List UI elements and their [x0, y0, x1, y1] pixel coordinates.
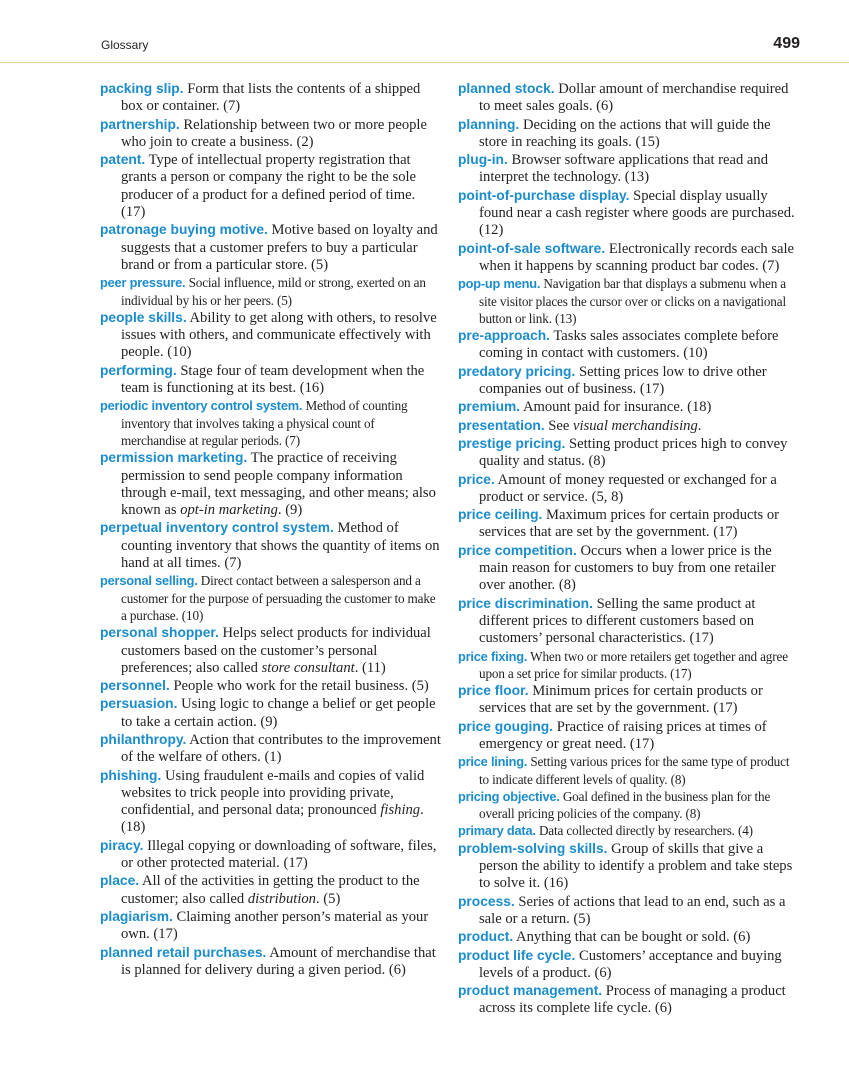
glossary-definition: Browser software applications that read and interpret the technology. (13): [479, 152, 768, 186]
glossary-entry: [100, 944, 442, 980]
glossary-term: predatory pricing.: [458, 363, 576, 379]
glossary-definition-tail: . (11): [354, 659, 386, 676]
glossary-definition-tail: . (18): [121, 802, 424, 836]
glossary-entry: [100, 908, 442, 944]
glossary-entry: [458, 682, 802, 718]
glossary-definition: Method of counting inventory that involves taking a physical count of merchandise at regular periods. (7): [121, 398, 408, 448]
glossary-definition: Series of actions that lead to an end, such as a sale or a return. (5): [479, 893, 786, 927]
glossary-definition: Using fraudulent e-mails and copies of valid websites to trick people into providing private, confidential, and personal data; pronounced: [121, 767, 425, 819]
glossary-term: personnel.: [100, 678, 170, 694]
glossary-definition: Social influence, mild or strong, exerted on an individual by his or her peers. (5): [121, 275, 426, 308]
glossary-definition-tail: . (5): [315, 890, 341, 907]
glossary-definition: Maximum prices for certain products or services that are set by the government. (17): [479, 507, 780, 541]
glossary-entry: [458, 417, 802, 435]
glossary-term: planning.: [458, 116, 520, 132]
glossary-term: pre-approach.: [458, 328, 550, 344]
glossary-entry: [458, 753, 802, 788]
glossary-term: price gouging.: [458, 718, 554, 734]
glossary-definition: See: [548, 417, 570, 434]
glossary-term: personal shopper.: [100, 625, 219, 641]
glossary-definition: Practice of raising prices at times of emergency or great need. (17): [479, 718, 767, 752]
glossary-entry: [458, 718, 802, 754]
glossary-entry: [458, 398, 802, 416]
glossary-definition: Stage four of team development when the team is functioning at its best. (16): [121, 362, 425, 397]
glossary-entry: [100, 572, 442, 624]
glossary-definition: Special display usually found near a cash register where goods are purchased. (12): [479, 187, 795, 239]
glossary-entry: [100, 449, 442, 519]
glossary-entry: [458, 151, 802, 187]
glossary-entry: [458, 363, 802, 399]
glossary-entry: [458, 187, 802, 240]
glossary-definition: Customers’ acceptance and buying levels of a product. (6): [479, 947, 782, 981]
glossary-term: patent.: [100, 152, 146, 168]
glossary-entry: [100, 362, 442, 398]
glossary-entry: [100, 116, 442, 152]
glossary-definition: Setting product prices high to convey quality and status. (8): [479, 435, 788, 470]
glossary-term: price discrimination.: [458, 595, 593, 611]
glossary-entry: [100, 80, 442, 116]
glossary-term: planned retail purchases.: [100, 944, 267, 960]
glossary-italic-term: store consultant: [261, 659, 355, 676]
glossary-definition: Action that contributes to the improvement of the welfare of others. (1): [121, 731, 441, 766]
glossary-entry: [458, 80, 802, 116]
glossary-entry: [100, 695, 442, 731]
glossary-definition: The practice of receiving permission to send people company information through e-mail, text messaging, and other means; also known as: [121, 450, 436, 519]
glossary-term: piracy.: [100, 837, 144, 853]
glossary-entry: [100, 837, 442, 873]
glossary-definition-tail: . (9): [277, 502, 303, 519]
glossary-entry: [100, 519, 442, 572]
glossary-entry: [100, 151, 442, 221]
glossary-definition: Type of intellectual property registration that grants a person or company the right to be the sole producer of a product for a defined period of time. (17): [121, 152, 417, 221]
glossary-entry: [100, 397, 442, 449]
glossary-definition: When two or more retailers get together and agree upon a set price for similar products. (17): [479, 648, 788, 681]
glossary-term: price ceiling.: [458, 507, 543, 523]
glossary-term: price floor.: [458, 683, 529, 699]
glossary-term: phishing.: [100, 767, 162, 783]
glossary-column-left: [100, 80, 442, 979]
glossary-definition: Setting prices low to drive other companies out of business. (17): [479, 363, 767, 398]
glossary-definition-tail: .: [697, 417, 702, 434]
glossary-term: periodic inventory control system.: [100, 398, 303, 414]
glossary-entry: [458, 822, 802, 839]
glossary-entry: [100, 767, 442, 837]
glossary-entry: [458, 542, 802, 595]
glossary-entry: [100, 872, 442, 908]
page-header: [0, 0, 849, 63]
glossary-term: price competition.: [458, 542, 577, 558]
glossary-term: product life cycle.: [458, 947, 576, 963]
glossary-definition: Motive based on loyalty and suggests that a customer prefers to buy a particular brand or from a particular store. (5): [121, 222, 438, 273]
glossary-entry: [458, 471, 802, 507]
glossary-definition: Claiming another person’s material as your own. (17): [121, 908, 429, 943]
glossary-entry: [458, 116, 802, 152]
glossary-entry: [458, 275, 802, 327]
glossary-definition: Process of managing a product across its complete life cycle. (6): [479, 983, 786, 1017]
glossary-entry: [100, 624, 442, 677]
glossary-entry: [458, 788, 802, 823]
glossary-definition: Method of counting inventory that shows the quantity of items on hand at all times. (7): [121, 520, 440, 572]
glossary-entry: [458, 893, 802, 929]
glossary-entry: [458, 595, 802, 648]
glossary-term: prestige pricing.: [458, 435, 566, 451]
glossary-definition: Direct contact between a salesperson and a customer for the purpose of persuading the customer to make a purchase. (10): [121, 573, 436, 623]
glossary-term: point-of-purchase display.: [458, 187, 630, 203]
glossary-definition: Deciding on the actions that will guide the store in reaching its goals. (15): [479, 116, 771, 150]
glossary-term: pop-up menu.: [458, 276, 541, 292]
glossary-entry: [458, 840, 802, 893]
glossary-term: peer pressure.: [100, 275, 186, 291]
glossary-entry: [458, 240, 802, 276]
glossary-italic-term: opt-in marketing: [180, 502, 278, 519]
glossary-term: problem-solving skills.: [458, 840, 608, 856]
glossary-entry: [458, 506, 802, 542]
glossary-definition: Relationship between two or more people who join to create a business. (2): [121, 116, 427, 150]
glossary-entry: [458, 327, 802, 363]
glossary-definition: Illegal copying or downloading of software, files, or other protected material. (17): [121, 837, 437, 872]
glossary-entry: [100, 677, 442, 695]
glossary-term: persuasion.: [100, 696, 178, 712]
glossary-entry: [458, 435, 802, 471]
glossary-entry: [100, 274, 442, 309]
glossary-term: process.: [458, 893, 515, 909]
glossary-term: place.: [100, 873, 140, 889]
glossary-term: price fixing.: [458, 648, 528, 664]
glossary-definition: Ability to get along with others, to resolve issues with others, and communicate effectively with people. (10): [121, 309, 437, 361]
glossary-term: planned stock.: [458, 81, 555, 96]
glossary-definition: Form that lists the contents of a shipped box or container. (7): [121, 81, 421, 115]
glossary-term: packing slip.: [100, 81, 184, 96]
glossary-term: partnership.: [100, 116, 180, 132]
glossary-entry: [100, 731, 442, 767]
glossary-term: product.: [458, 929, 514, 945]
glossary-term: philanthropy.: [100, 731, 187, 747]
glossary-column-right: [458, 80, 802, 1018]
glossary-definition: Amount paid for insurance. (18): [522, 399, 712, 416]
glossary-definition: Setting various prices for the same type of product to indicate different levels of quality. (8): [479, 754, 790, 787]
glossary-definition: Using logic to change a belief or get people to take a certain action. (9): [121, 696, 436, 730]
glossary-definition: Selling the same product at different prices to different customers based on customers’ personal characteristics. (17): [479, 595, 756, 647]
glossary-term: pricing objective.: [458, 788, 560, 804]
glossary-term: primary data.: [458, 823, 536, 839]
glossary-entry: [100, 309, 442, 362]
glossary-italic-term: distribution: [247, 890, 316, 907]
glossary-term: plagiarism.: [100, 908, 173, 924]
glossary-entry: [458, 982, 802, 1018]
glossary-term: price.: [458, 471, 495, 487]
glossary-term: premium.: [458, 399, 521, 415]
glossary-italic-term: fishing: [380, 802, 421, 819]
glossary-definition: Amount of money requested or exchanged for a product or service. (5, 8): [479, 471, 777, 505]
glossary-definition: Minimum prices for certain products or services that are set by the government. (17): [479, 683, 763, 717]
glossary-term: product management.: [458, 983, 603, 999]
glossary-term: price lining.: [458, 754, 528, 770]
glossary-definition: Group of skills that give a person the ability to identify a problem and take steps to solve it. (16): [479, 840, 793, 892]
page-number: 499: [773, 35, 800, 52]
glossary-term: people skills.: [100, 309, 187, 325]
glossary-entry: [100, 221, 442, 274]
glossary-term: performing.: [100, 362, 177, 378]
glossary-term: point-of-sale software.: [458, 240, 606, 256]
glossary-definition: Occurs when a lower price is the main reason for customers to buy from one retailer over another. (8): [479, 542, 776, 594]
running-head: Glossary: [101, 38, 149, 52]
glossary-definition: Helps select products for individual customers based on the customer’s personal preferences; also called: [121, 625, 431, 676]
glossary-term: presentation.: [458, 417, 545, 433]
glossary-entry: [458, 648, 802, 683]
glossary-italic-term: visual merchandising: [573, 417, 698, 434]
glossary-term: patronage buying motive.: [100, 222, 268, 238]
glossary-definition: Electronically records each sale when it happens by scanning product bar codes. (7): [479, 240, 795, 274]
glossary-definition: Dollar amount of merchandise required to meet sales goals. (6): [479, 81, 789, 115]
glossary-definition: Goal defined in the business plan for the overall pricing policies of the company. (8): [479, 788, 771, 822]
glossary-definition: Navigation bar that displays a submenu when a site visitor places the cursor over or clicks on a navigational button or link. (13): [479, 276, 786, 326]
glossary-term: perpetual inventory control system.: [100, 520, 334, 536]
glossary-definition: Tasks sales associates complete before coming in contact with customers. (10): [479, 328, 779, 362]
glossary-definition: Data collected directly by researchers. (4): [538, 823, 753, 839]
glossary-definition: Amount of merchandise that is planned for delivery during a given period. (6): [121, 944, 436, 978]
glossary-entry: [458, 928, 802, 946]
glossary-term: permission marketing.: [100, 450, 248, 466]
glossary-definition: Anything that can be bought or sold. (6): [516, 929, 751, 946]
glossary-term: personal selling.: [100, 573, 198, 589]
glossary-definition: People who work for the retail business. (5): [173, 678, 429, 695]
glossary-term: plug-in.: [458, 152, 508, 168]
glossary-entry: [458, 947, 802, 983]
glossary-definition: All of the activities in getting the product to the customer; also called: [121, 873, 420, 907]
